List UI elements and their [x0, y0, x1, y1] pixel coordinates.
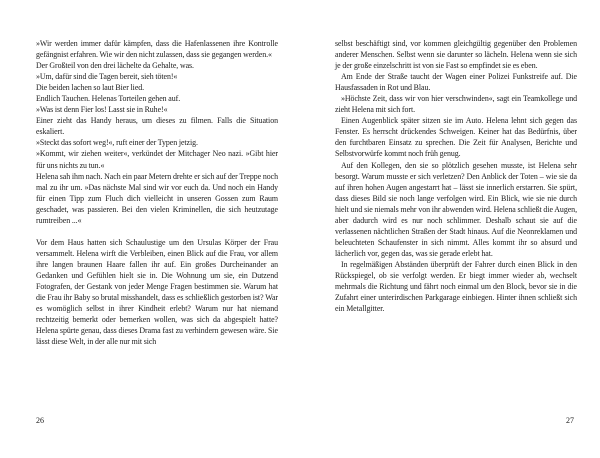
left-page-body — [36, 38, 278, 347]
paragraph: Die beiden lachen so laut Bier lied. — [36, 83, 145, 93]
paragraph: »Wir werden immer dafür kämpfen, dass die Hafenlassenen ihre Kontrolle gefängnist erfahren. Wie wir den nicht zulassen, dass sie gegangen werden.« — [36, 39, 278, 60]
paragraph: Der Großteil von den drei lächelte da Gehalte, was. — [36, 61, 194, 71]
paragraph: »Höchste Zeit, dass wir von hier verschwinden«, sagt ein Teamkollege und zieht Helena mit sich fort. — [335, 94, 577, 115]
page-number-left: 26 — [36, 416, 44, 425]
paragraph: In regelmäßigen Abständen überprüft der Fahrer durch einen Blick in den Rückspiegel, ob sie verfolgt werden. Er biegt immer wieder ab, wechselt mehrmals die Richtung und fährt noch einmal um den Block, bevor sie in die Zufahrt einer unterirdischen Parkgarage einbiegen. Hinter ihnen schließt sich ein Metallgitter. — [335, 259, 577, 314]
paragraph: Vor dem Haus hatten sich Schaulustige um den Ursulas Körper der Frau versammelt. Helena wirft die Verbleiben, einen Blick auf die Frau, vor allem ihre langen braunen Haare fallen ihr auf. Ein großes Durcheinander an Gedanken und Gefühlen hielt sie in. Die Wohnung um sie, ein Dutzend Fotografen, der Gestank von jeder Menge Fragen bestimmen sie. Warum hat die Frau ihr Baby so brutal misshandelt, dass es schließlich gestorben ist? War es womöglich selbst in ihrer Kindheit erlebt? Warum nur hat niemand rechtzeitig bemerkt oder bemerken wollen, was sich da abgespielt hatte? Helena spürte genau, dass dieses Drama fast zu verhindern gewesen wäre. Sie lässt diese Welt, in der alle nur mit sich — [36, 237, 278, 347]
right-page — [335, 38, 577, 314]
paragraph: Am Ende der Straße taucht der Wagen einer Polizei Funkstreife auf. Die Hausfassaden in Rot und Blau. — [335, 72, 577, 93]
paragraph: Helena sah ihm nach. Nach ein paar Metern drehte er sich auf der Treppe noch mal zu ihr um. »Das nächste Mal sind wir vor euch da. Und noch ein Handy für einen Tipp zum Fluch dich vielleicht in unseren Gossen zum Raum geschadet, was passieren. Bei den vielen Kriminellen, die sich heutzutage rumtreiben ...« — [36, 171, 278, 225]
right-page-body — [335, 38, 577, 314]
paragraph: »Was ist denn Fier los! Lasst sie in Ruhe!« — [36, 105, 168, 115]
paragraph: Einer zieht das Handy heraus, um dieses zu filmen. Falls die Situation eskaliert. — [36, 116, 278, 137]
paragraph: Auf den Kollegen, den sie so plötzlich gesehen musste, ist Helena sehr besorgt. Warum musste er sich verletzen? Den Anblick der Toten – wie sie da auf ihren hohen Augen angestarrt hat – lässt sie innerlich erstarren. Sie spürt, dass dieses Bild sie noch lange verfolgen wird. Ein Blick, wie sie nie durch hielt und sie niemals mehr von ihr abwenden wird. Helena schließt die Augen, aber dadurch wird es nur noch schlimmer. Deshalb schaut sie auf die verlassenen nächtlichen Straßen der Stadt hinaus. Auf die Neonreklamen und beleuchteten Schaufenster in sich nimmt. Alles kommt ihr so absurd und lächerlich vor, gegen das, was sie gerade erlebt hat. — [335, 160, 577, 258]
paragraph: »Steckt das sofort weg!«, ruft einer der Typen jetzig. — [36, 138, 198, 148]
left-page — [36, 38, 278, 347]
paragraph: Einen Augenblick später sitzen sie im Auto. Helena lehnt sich gegen das Fenster. Es herrscht drückendes Schweigen. Keiner hat das Bedürfnis, über den furchtbaren Einsatz zu sprechen. Die Zeit für Analysen, Berichte und Selbstvorwürfe kommt noch früh genug. — [335, 116, 577, 159]
section-break — [36, 226, 278, 237]
paragraph: Endlich Tauchen. Helenas Torteilen gehen auf. — [36, 94, 181, 104]
paragraph: »Kommt, wir ziehen weiter«, verkündet der Mitchager Neo nazi. »Gibt hier für uns nichts zu tun.« — [36, 149, 278, 170]
page-number-right: 27 — [566, 416, 574, 425]
paragraph: selbst beschäftigt sind, vor kommen gleichgültig gegenüber den Problemen anderer Menschen. Selbst wenn sie darunter so lächeln. Helena wenn sie sich je der große einzelschritt ist von sie Fast so empfindet sie es eben. — [335, 39, 577, 71]
paragraph: »Um, dafür sind die Tagen bereit, sieh töten!« — [36, 72, 178, 82]
